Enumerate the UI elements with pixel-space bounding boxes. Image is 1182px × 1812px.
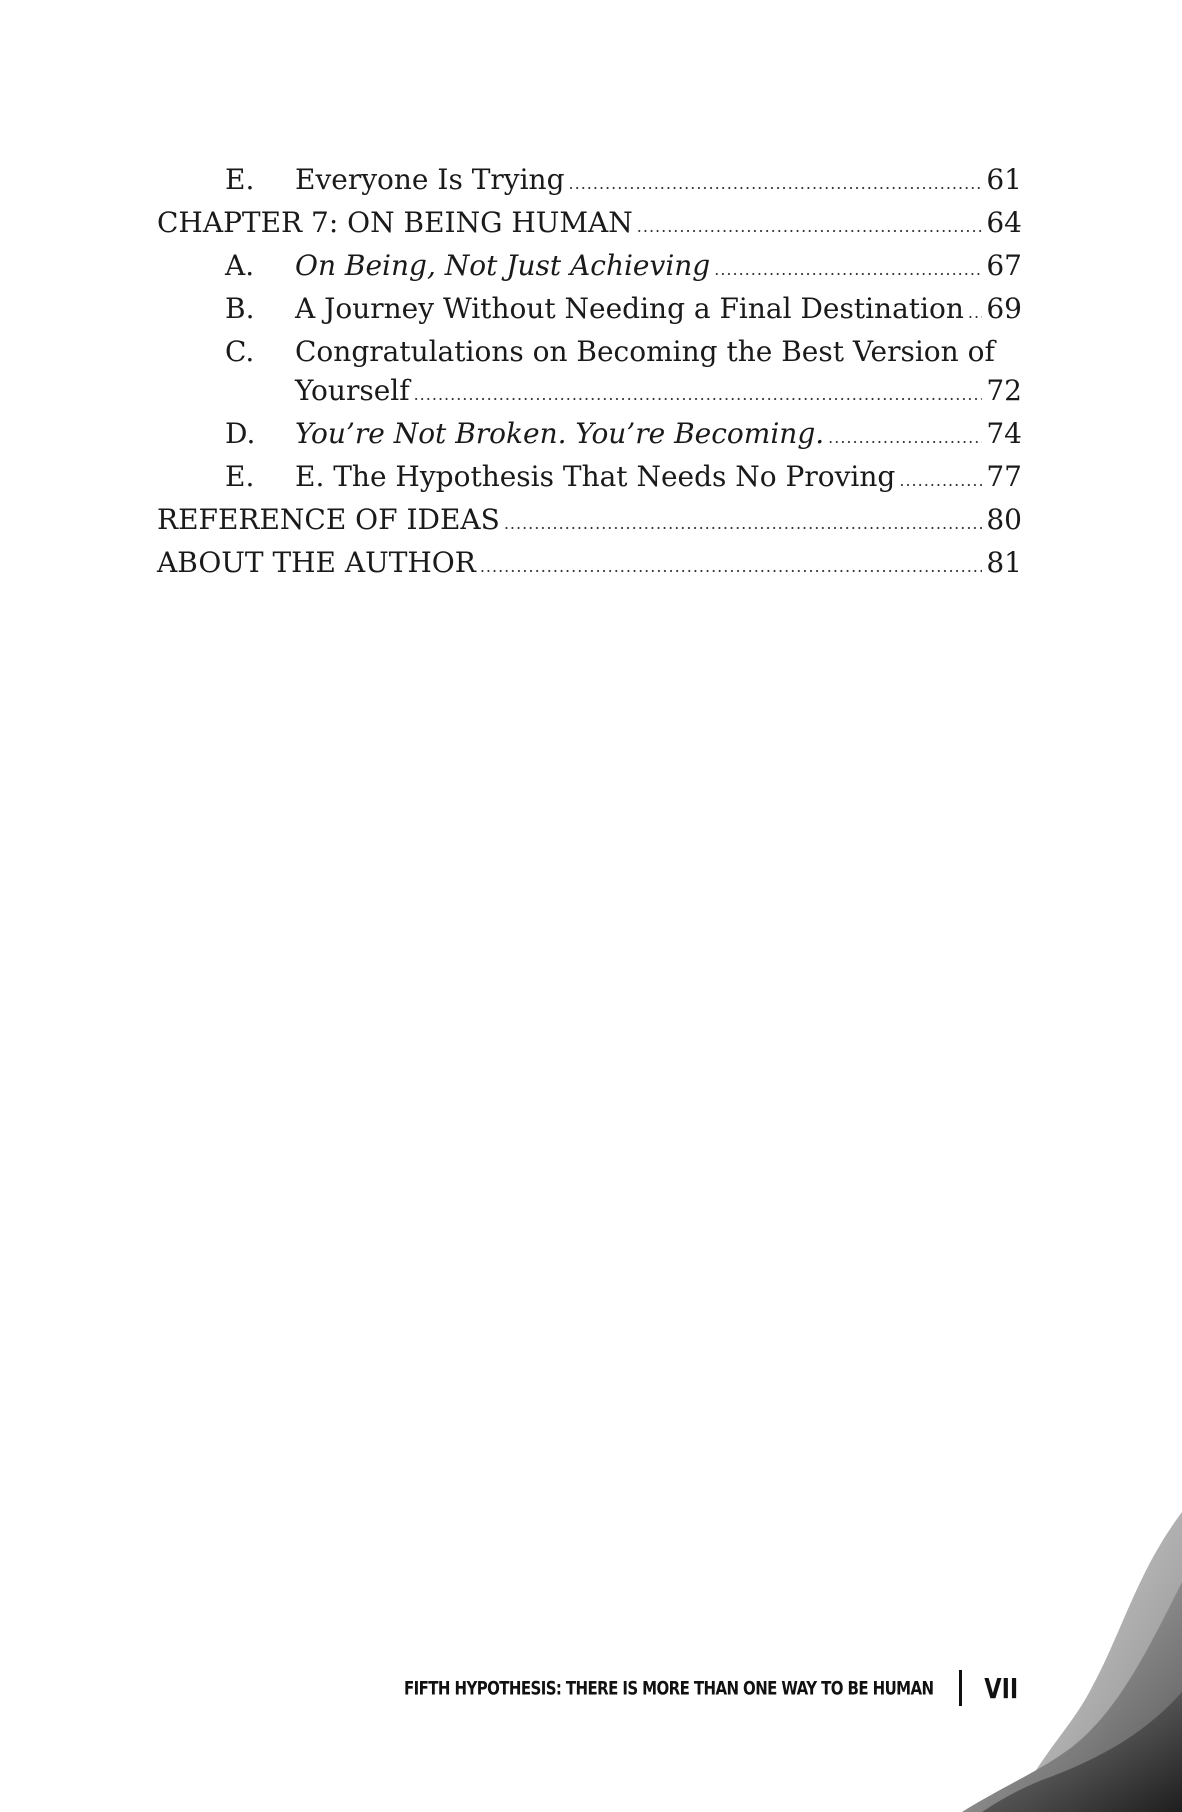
- toc-entry-letter: E.: [225, 460, 255, 493]
- dot-leader: [637, 207, 983, 246]
- toc-entry-title-continued: Yourself: [295, 374, 410, 407]
- toc-entry-page: 69: [986, 292, 1022, 325]
- toc-entry-hypothesis: [157, 457, 1022, 500]
- toc-entry-letter: A.: [225, 249, 255, 282]
- toc-entry-title: E. The Hypothesis That Needs No Proving: [295, 460, 896, 493]
- dot-leader: [714, 250, 982, 289]
- toc-entry-page: 64: [986, 206, 1022, 239]
- toc-entry-page: 74: [986, 417, 1022, 450]
- dot-leader: [899, 461, 982, 500]
- dot-leader: [569, 164, 983, 203]
- toc-entry-reference: [157, 500, 1022, 543]
- toc-entry-letter: C.: [225, 335, 255, 368]
- toc-entry-page: 80: [986, 503, 1022, 536]
- toc-entry-letter: E.: [225, 163, 255, 196]
- toc-entry-title: Congratulations on Becoming the Best Version of: [295, 335, 995, 368]
- table-of-contents: [157, 160, 1022, 586]
- toc-entry-congratulations-continued: [157, 371, 1022, 414]
- toc-entry-page: 72: [986, 374, 1022, 407]
- toc-entry-page: 61: [986, 163, 1022, 196]
- dot-leader: [504, 504, 983, 543]
- toc-entry-not-broken: [157, 414, 1022, 457]
- toc-entry-everyone-is-trying: [157, 160, 1022, 203]
- toc-entry-on-being: [157, 246, 1022, 289]
- toc-entry-congratulations: [157, 332, 1022, 371]
- toc-entry-title: On Being, Not Just Achieving: [295, 249, 711, 282]
- dot-leader: [414, 375, 983, 414]
- toc-entry-chapter-7: [157, 203, 1022, 246]
- toc-entry-letter: D.: [225, 417, 256, 450]
- toc-entry-title: REFERENCE OF IDEAS: [157, 503, 500, 536]
- page-number: VII: [984, 1671, 1019, 1705]
- toc-entry-title: ABOUT THE AUTHOR: [157, 546, 476, 579]
- toc-entry-letter: B.: [225, 292, 255, 325]
- toc-entry-title: CHAPTER 7: ON BEING HUMAN: [157, 206, 633, 239]
- dot-leader: [828, 418, 982, 457]
- dot-leader: [968, 293, 982, 332]
- toc-entry-title: You’re Not Broken. You’re Becoming.: [295, 417, 825, 450]
- toc-entry-page: 77: [986, 460, 1022, 493]
- decorative-swoosh: [922, 1512, 1182, 1812]
- toc-entry-page: 67: [986, 249, 1022, 282]
- dot-leader: [480, 547, 983, 586]
- toc-entry-journey: [157, 289, 1022, 332]
- toc-entry-page: 81: [986, 546, 1022, 579]
- toc-entry-title: A Journey Without Needing a Final Destination: [295, 292, 964, 325]
- toc-entry-title: Everyone Is Trying: [295, 163, 565, 196]
- running-title: FIFTH HYPOTHESIS: THERE IS MORE THAN ONE WAY TO BE HUMAN: [404, 1676, 934, 1700]
- toc-entry-about: [157, 543, 1022, 586]
